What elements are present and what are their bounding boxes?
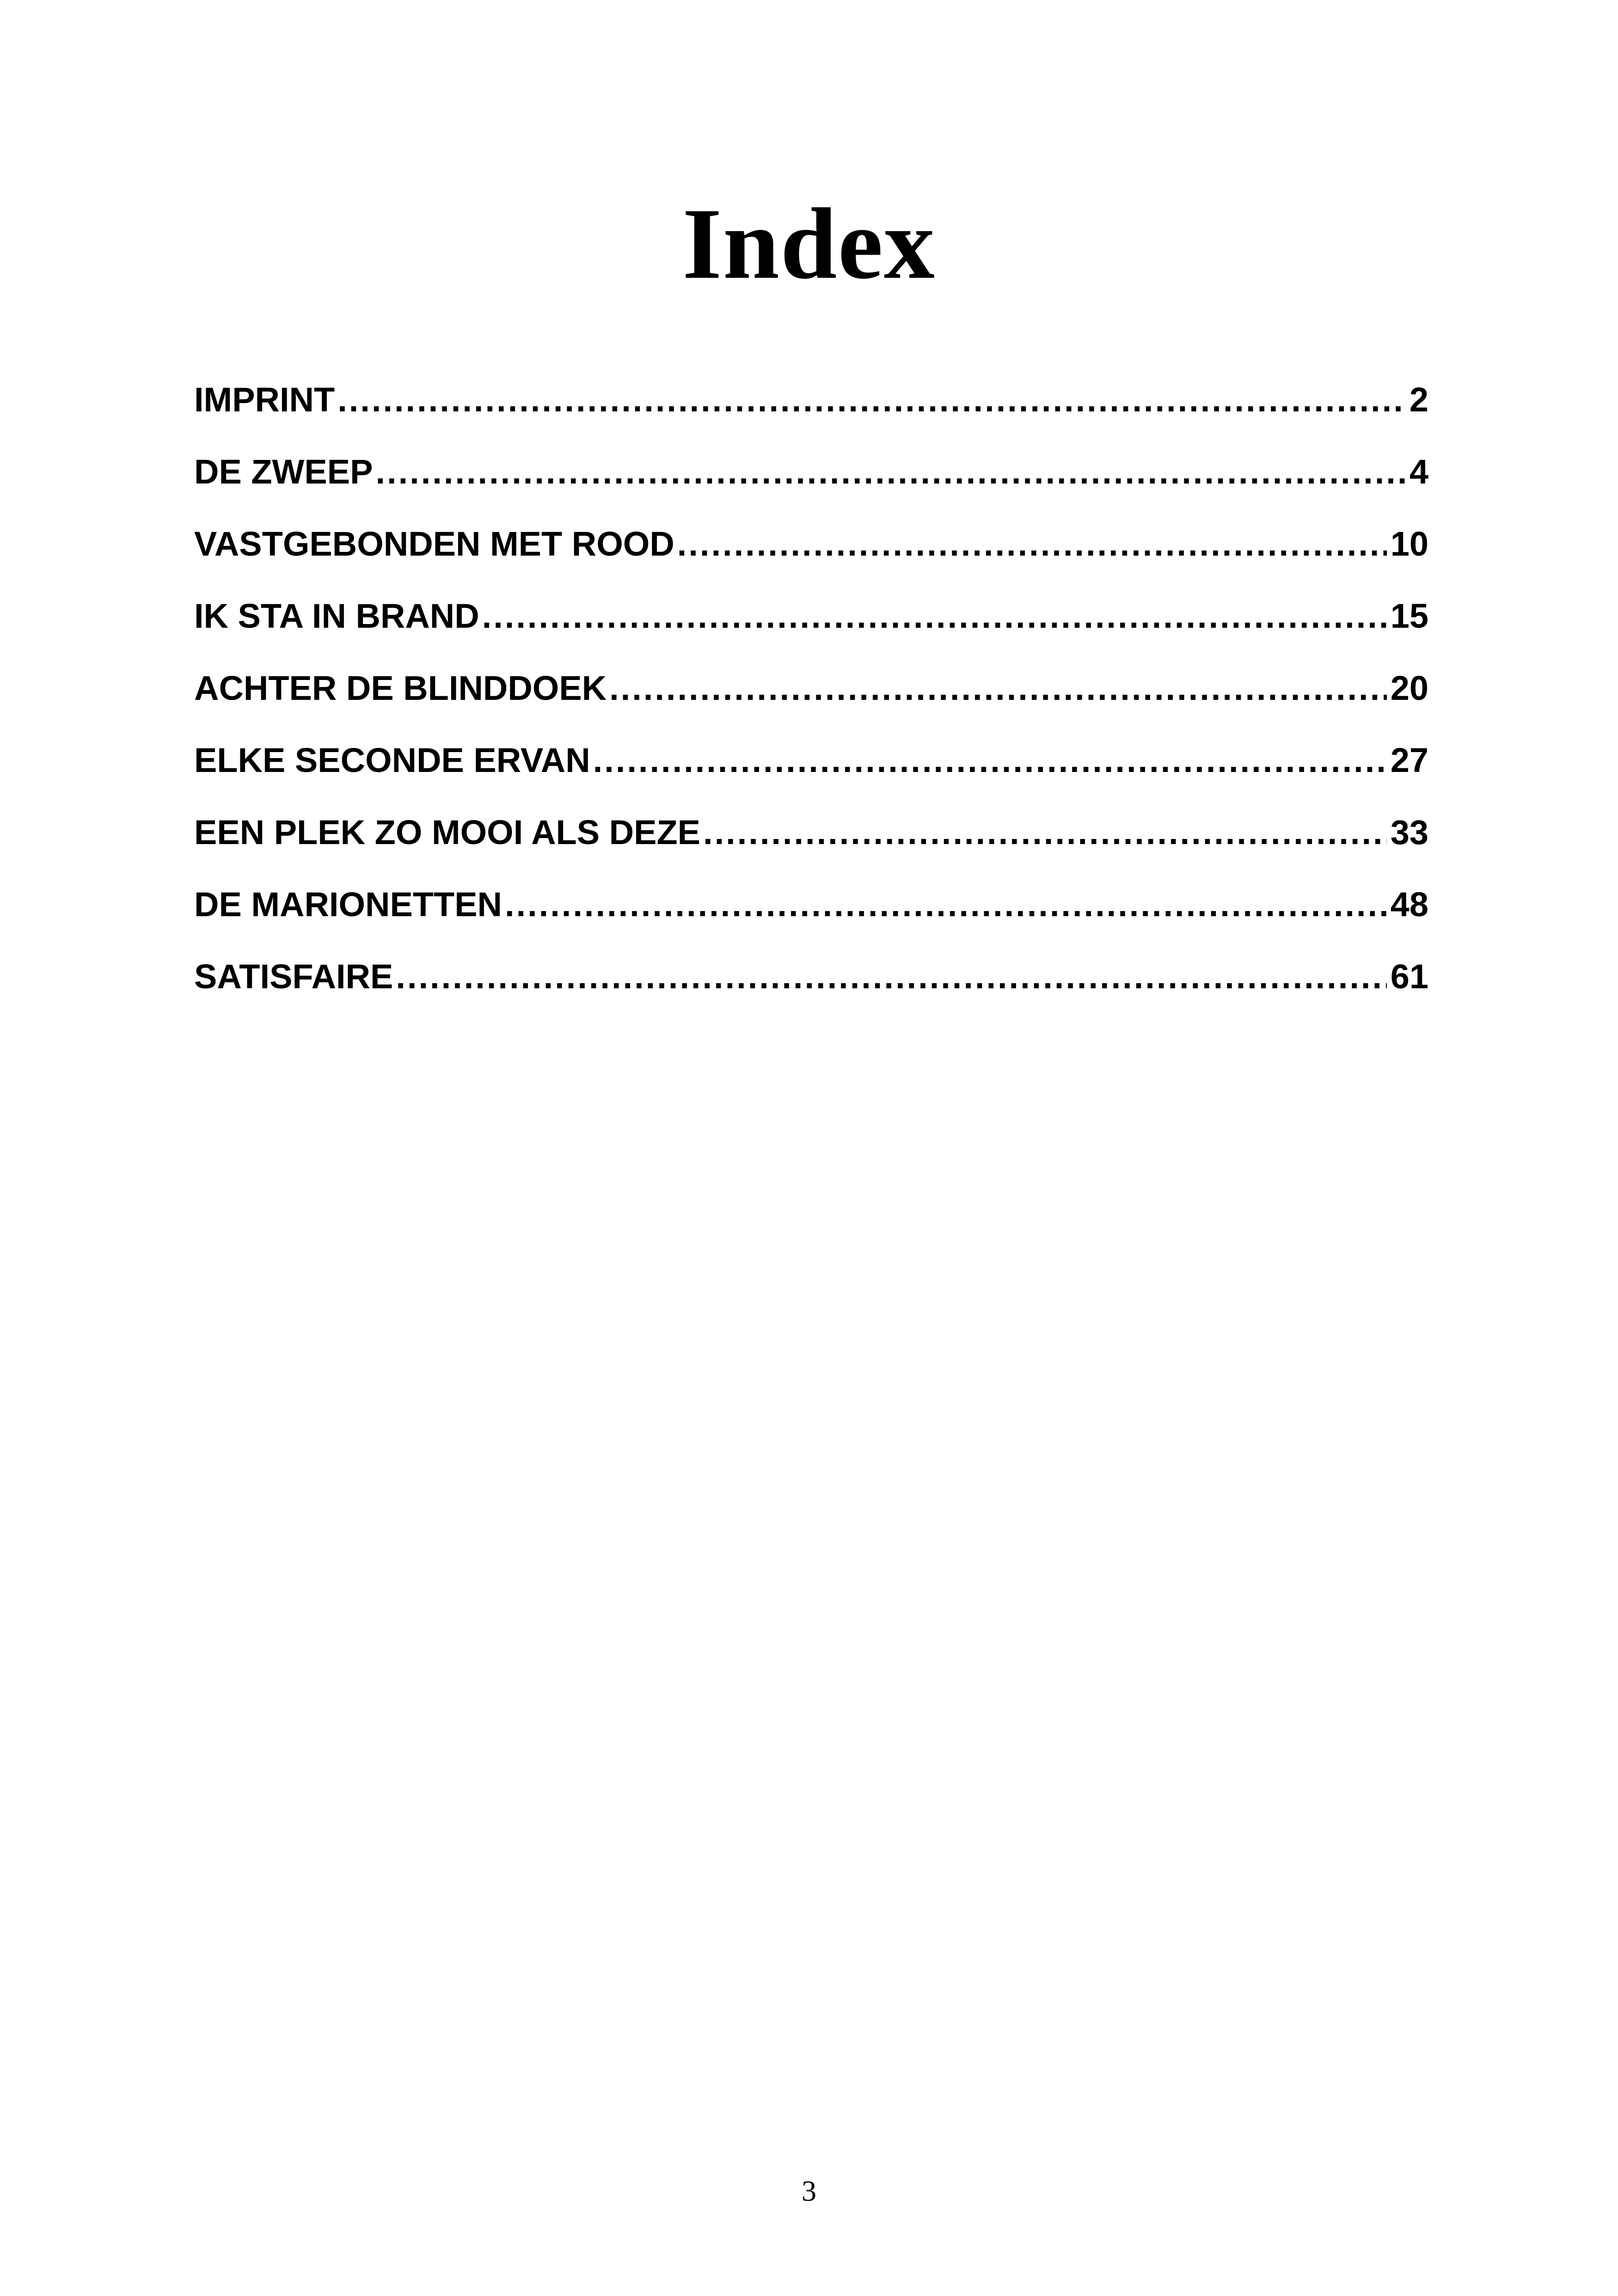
toc-entry-label: SATISFAIRE (194, 957, 393, 996)
toc-entry-de-marionetten[interactable] (194, 879, 1428, 951)
toc-dot-leader (593, 735, 1387, 786)
toc-entry-page: 15 (1390, 597, 1428, 635)
toc-dot-leader (396, 951, 1386, 1002)
toc-entry-achter-de-blinddoek[interactable] (194, 663, 1428, 735)
toc-entry-label: DE ZWEEP (194, 453, 373, 491)
toc-entry-imprint[interactable] (194, 374, 1428, 447)
toc-entry-label: DE MARIONETTEN (194, 885, 502, 924)
toc-entry-label: VASTGEBONDEN MET ROOD (194, 525, 674, 563)
page-number: 3 (802, 2174, 816, 2207)
toc-entry-page: 27 (1390, 741, 1428, 779)
toc-entry-label: ACHTER DE BLINDDOEK (194, 669, 607, 707)
toc-dot-leader (337, 374, 1406, 425)
toc-dot-leader (677, 519, 1387, 569)
toc-entry-page: 61 (1390, 957, 1428, 996)
toc-entry-ik-sta-in-brand[interactable] (194, 591, 1428, 663)
toc-entry-vastgebonden-met-rood[interactable] (194, 519, 1428, 591)
toc-entry-page: 48 (1390, 885, 1428, 924)
toc-entry-page: 10 (1390, 525, 1428, 563)
toc-dot-leader (609, 663, 1387, 714)
toc-entry-page: 20 (1390, 669, 1428, 707)
toc-entry-page: 4 (1409, 453, 1428, 491)
toc-entry-label: ELKE SECONDE ERVAN (194, 741, 590, 779)
toc-entry-de-zweep[interactable] (194, 447, 1428, 519)
toc-entry-satisfaire[interactable] (194, 951, 1428, 1023)
toc-entry-page: 33 (1390, 813, 1428, 851)
toc-dot-leader (703, 807, 1387, 858)
toc-entry-een-plek-zo-mooi-als-deze[interactable] (194, 807, 1428, 879)
toc-entry-label: IMPRINT (194, 380, 335, 419)
toc-entry-page: 2 (1409, 380, 1428, 419)
toc-entry-label: EEN PLEK ZO MOOI ALS DEZE (194, 813, 701, 851)
toc-entry-label: IK STA IN BRAND (194, 597, 479, 635)
table-of-contents (194, 374, 1428, 1023)
toc-dot-leader (375, 447, 1405, 497)
toc-entry-elke-seconde-ervan[interactable] (194, 735, 1428, 807)
toc-dot-leader (505, 879, 1387, 930)
toc-dot-leader (482, 591, 1387, 642)
page-title: Index (682, 187, 936, 300)
